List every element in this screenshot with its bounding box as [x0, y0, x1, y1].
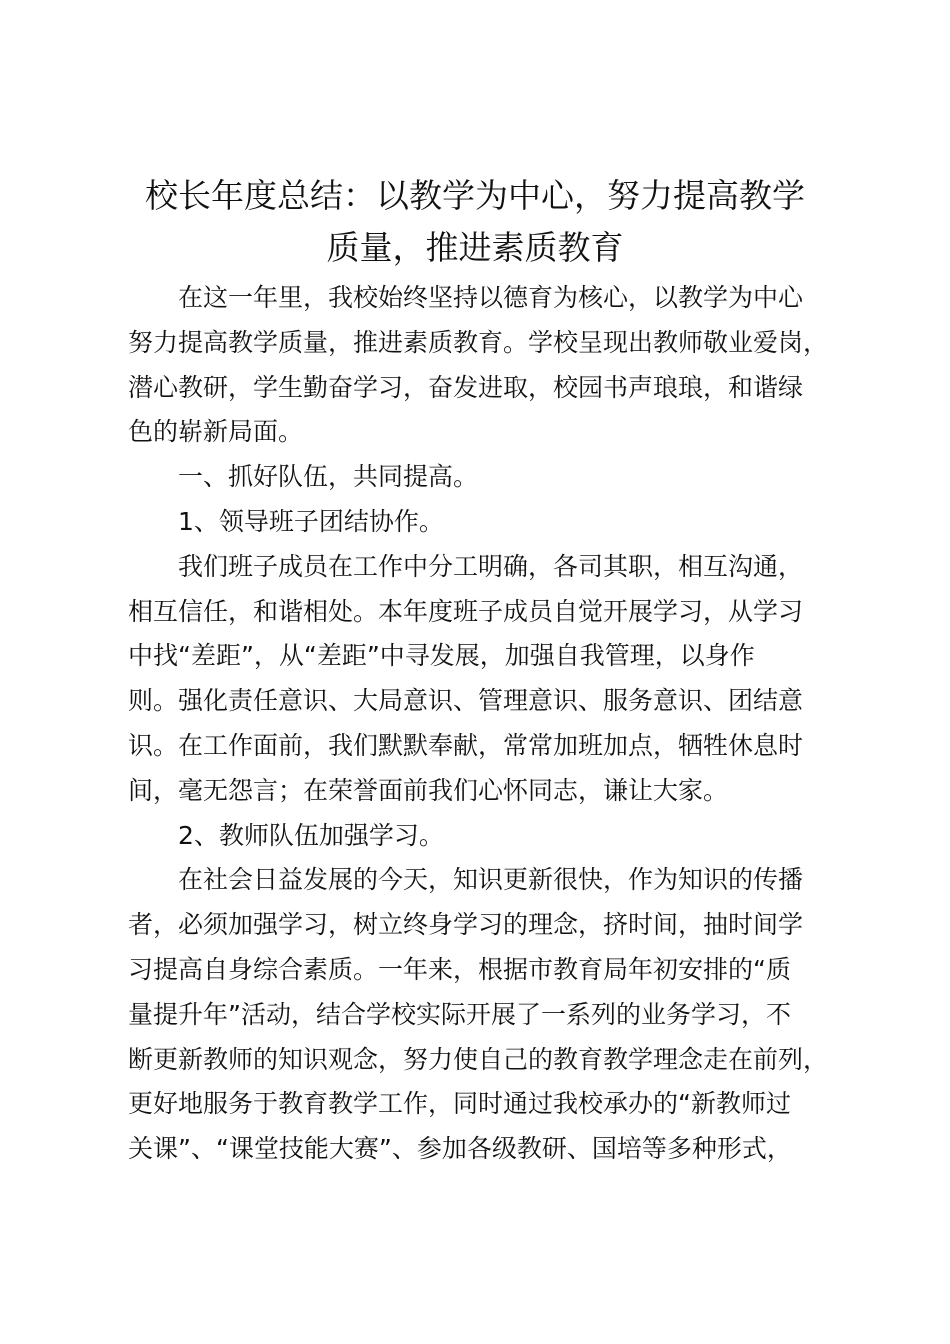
text-line: 色的崭新局面。 — [128, 417, 304, 447]
title-line-2: 质量，推进素质教育 — [326, 228, 624, 267]
text-line: 潜心教研，学生勤奋学习，奋发进取，校园书声琅琅，和谐绿 — [128, 372, 804, 402]
text-line: 关课”、“课堂技能大赛”、参加各级教研、国培等多种形式， — [128, 1134, 792, 1164]
text-line: 在社会日益发展的今天，知识更新很快，作为知识的传播 — [178, 865, 804, 895]
text-line: 间，毫无怨言；在荣誉面前我们心怀同志，谦让大家。 — [128, 775, 729, 805]
text-line: 一、抓好队伍，共同提高。 — [178, 462, 479, 492]
subsection-heading-2 — [128, 814, 838, 859]
title-line-1: 校长年度总结：以教学为中心，努力提高教学 — [145, 176, 805, 215]
text-line: 相互信任，和谐相处。本年度班子成员自觉开展学习，从学习 — [128, 596, 804, 626]
text-line: 1、领导班子团结协作。 — [178, 506, 444, 536]
section-heading-1 — [128, 455, 838, 500]
text-line: 在这一年里，我校始终坚持以德育为核心，以教学为中心 — [178, 283, 804, 312]
text-line: 者，必须加强学习，树立终身学习的理念，挤时间，抽时间学 — [128, 910, 804, 940]
text-line: 断更新教师的知识观念，努力使自己的教育教学理念走在前列， — [128, 1044, 829, 1074]
document-body — [128, 276, 838, 1172]
text-line: 则。强化责任意识、大局意识、管理意识、服务意识、团结意 — [128, 686, 804, 716]
subsection-heading-1 — [128, 500, 838, 545]
document-title — [120, 170, 830, 274]
text-line: 2、教师队伍加强学习。 — [178, 820, 444, 850]
text-line: 量提升年”活动，结合学校实际开展了一系列的业务学习，不 — [128, 999, 791, 1029]
paragraph-teacher-learning — [128, 858, 838, 1172]
text-line: 我们班子成员在工作中分工明确，各司其职，相互沟通， — [178, 551, 804, 581]
text-line: 习提高自身综合素质。一年来，根据市教育局年初安排的“质 — [128, 954, 791, 984]
paragraph-intro — [128, 276, 838, 455]
text-line: 更好地服务于教育教学工作，同时通过我校承办的“新教师过 — [128, 1089, 791, 1119]
paragraph-leadership — [128, 545, 838, 814]
text-line: 识。在工作面前，我们默默奉献，常常加班加点，牺牲休息时 — [128, 730, 804, 760]
text-line: 中找“差距”，从“差距”中寻发展，加强自我管理，以身作 — [128, 641, 755, 671]
text-line: 努力提高教学质量，推进素质教育。学校呈现出教师敬业爱岗， — [128, 327, 829, 357]
